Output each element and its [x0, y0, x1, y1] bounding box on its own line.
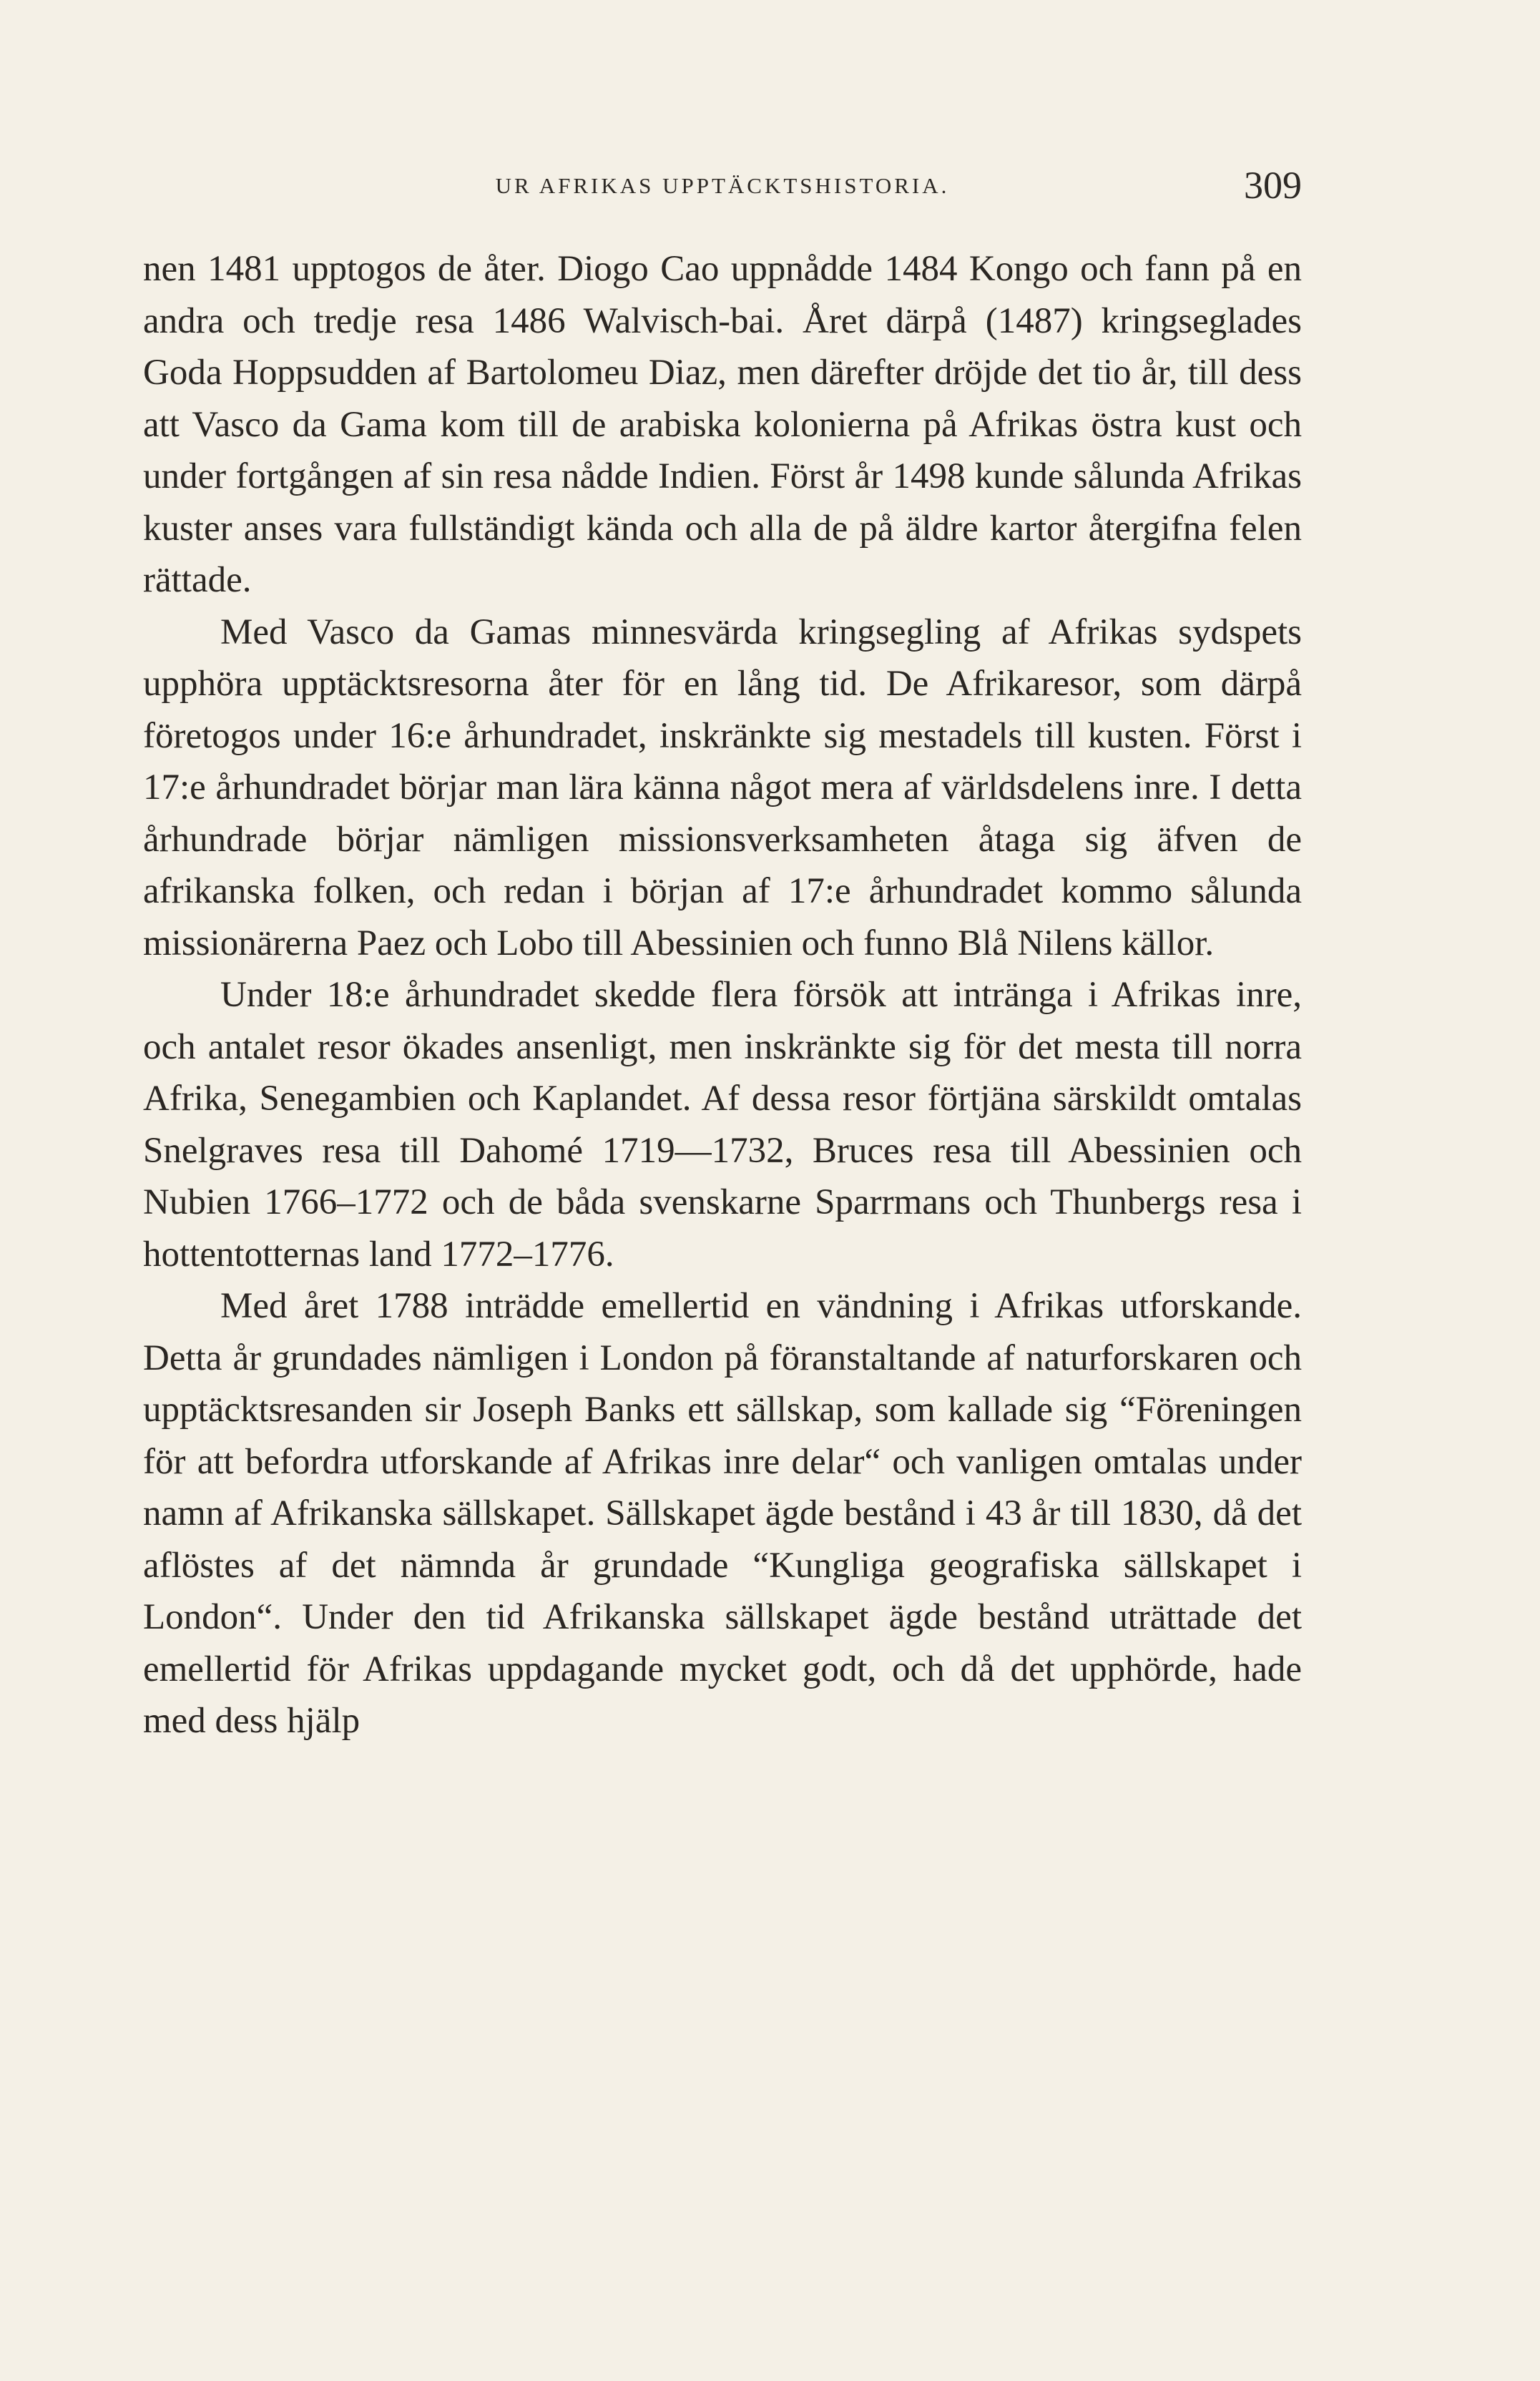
page-number: 309 [1244, 164, 1302, 207]
paragraph: Under 18:e århundradet skedde flera försök att intränga i Afrikas inre, och antalet resor ökades ansenligt, men inskränkte sig för det mesta till norra Afrika, Senegambien och Kaplandet. Af dessa resor förtjäna särskildt omtalas Snelgraves resa till Dahomé 1719—1732, Bruces resa till Abessinien och Nubien 1766–1772 och de båda svenskarne Sparrmans och Thunbergs resa i hottentotternas land 1772–1776. [143, 975, 1302, 1275]
paragraph: Med året 1788 inträdde emellertid en vändning i Afrikas utforskande. Detta år grundades nämligen i London på föranstaltande af naturforskaren och upptäcktsresanden sir Joseph Banks ett sällskap, som kallade sig “Föreningen för att befordra utforskande af Afrikas inre delar“ och vanligen omtalas under namn af Afrikanska sällskapet. Sällskapet ägde bestånd i 43 år till 1830, då det aflöstes af det nämnda år grundade “Kungliga geografiska sällskapet i London“. Under den tid Afrikanska sällskapet ägde bestånd uträttade det emellertid för Afrikas uppdagande mycket godt, och då det upphörde, hade med dess hjälp [143, 1286, 1302, 1741]
body-text [143, 243, 1302, 1747]
page-header [143, 163, 1302, 213]
paragraph: Med Vasco da Gamas minnesvärda kringsegling af Afrikas sydspets upphöra upptäcktsresorna åter för en lång tid. De Afrikaresor, som därpå företogos under 16:e århundradet, inskränkte sig mestadels till kusten. Först i 17:e århundradet börjar man lära känna något mera af världsdelens inre. I detta århundrade börjar nämligen missionsverksamheten åtaga sig äfven de afrikanska folken, och redan i början af 17:e århundradet kommo sålunda missionärerna Paez och Lobo till Abessinien och funno Blå Nilens källor. [143, 612, 1302, 963]
running-title: UR AFRIKAS UPPTÄCKTSHISTORIA. [495, 173, 950, 198]
paragraph: nen 1481 upptogos de åter. Diogo Cao uppnådde 1484 Kongo och fann på en andra och tredje resa 1486 Walvisch-bai. Året därpå (1487) kringseglades Goda Hoppsudden af Bartolomeu Diaz, men därefter dröjde det tio år, till dess att Vasco da Gama kom till de arabiska kolonierna på Afrikas östra kust och under fortgången af sin resa nådde Indien. Först år 1498 kunde sålunda Afrikas kuster anses vara fullständigt kända och alla de på äldre kartor återgifna felen rättade. [143, 249, 1302, 600]
